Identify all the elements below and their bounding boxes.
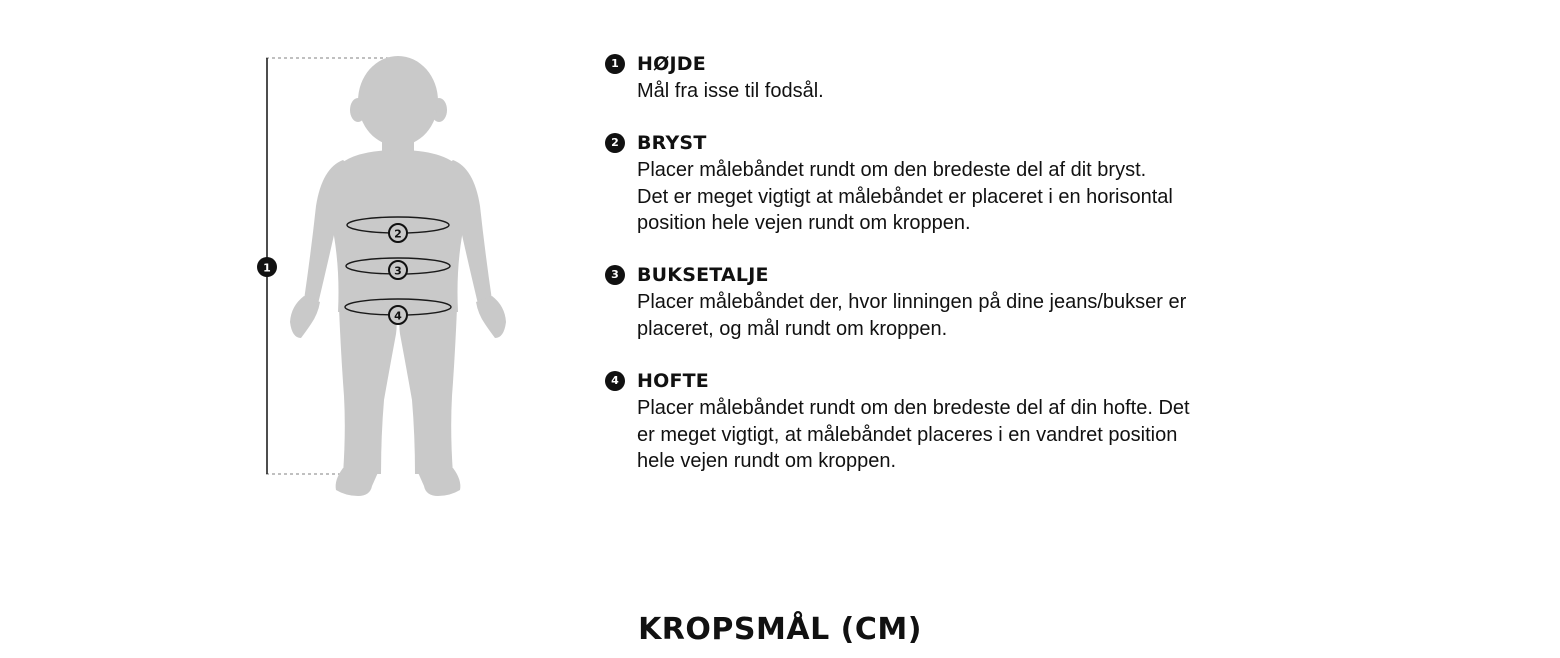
height-marker xyxy=(257,257,277,277)
waist-marker xyxy=(389,261,407,279)
section-title: HØJDE xyxy=(637,53,706,75)
section-number-badge: 4 xyxy=(605,371,625,391)
description-line: Placer målebåndet rundt om den bredeste del af din hofte. Det xyxy=(637,397,1190,419)
section-title: BUKSETALJE xyxy=(637,264,769,286)
section-description xyxy=(637,395,1265,475)
description-line: Placer målebåndet der, hvor linningen på dine jeans/bukser er xyxy=(637,291,1187,313)
section-waist xyxy=(605,264,1265,342)
chest-marker xyxy=(389,224,407,242)
description-line: position hele vejen rundt om kroppen. xyxy=(637,212,971,234)
hip-marker xyxy=(389,306,407,324)
section-number-badge: 3 xyxy=(605,265,625,285)
section-chest xyxy=(605,132,1265,237)
description-line: Placer målebåndet rundt om den bredeste del af dit bryst. xyxy=(637,159,1147,181)
section-number-badge: 2 xyxy=(605,133,625,153)
section-description xyxy=(637,157,1265,237)
description-line: Det er meget vigtigt at målebåndet er placeret i en horisontal xyxy=(637,185,1173,208)
svg-text:3: 3 xyxy=(394,264,402,278)
section-hip xyxy=(605,370,1265,475)
section-title: BRYST xyxy=(637,132,707,154)
description-line: er meget vigtigt, at målebåndet placeres i en vandret position xyxy=(637,423,1178,446)
page-caption: KROPSMÅL (CM) xyxy=(638,612,922,647)
svg-text:1: 1 xyxy=(263,261,271,275)
section-number-badge: 1 xyxy=(605,54,625,74)
svg-text:2: 2 xyxy=(394,227,402,241)
svg-text:4: 4 xyxy=(394,309,402,323)
section-height xyxy=(605,53,1265,105)
description-line: Mål fra isse til fodsål. xyxy=(637,80,824,102)
section-title: HOFTE xyxy=(637,370,709,392)
section-description xyxy=(637,289,1265,342)
body-measurement-figure xyxy=(0,0,560,520)
description-line: placeret, og mål rundt om kroppen. xyxy=(637,317,948,340)
description-line: hele vejen rundt om kroppen. xyxy=(637,450,897,472)
section-description xyxy=(637,78,1265,105)
